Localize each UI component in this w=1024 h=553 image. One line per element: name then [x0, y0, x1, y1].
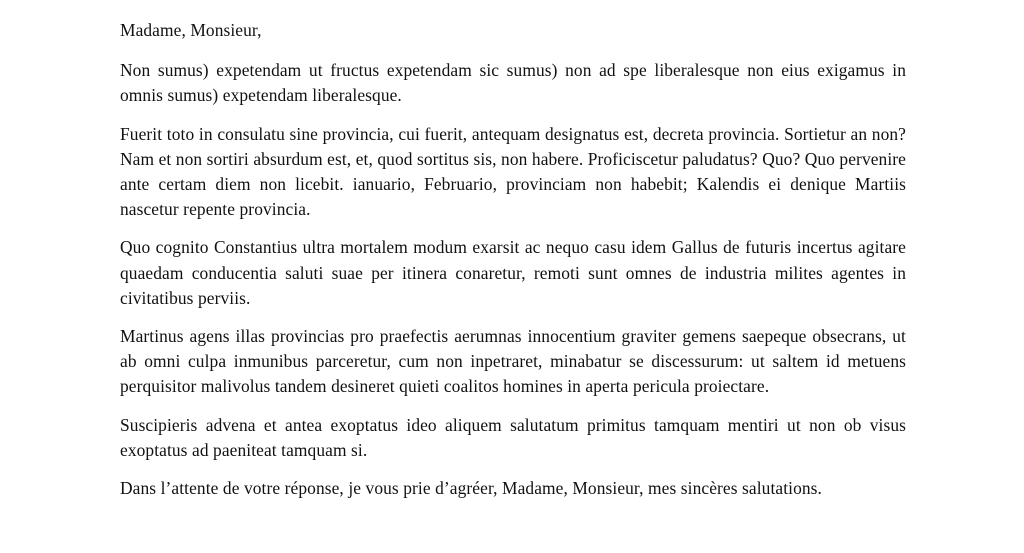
salutation-line: Madame, Monsieur,	[120, 20, 262, 40]
body-paragraph-2: Fuerit toto in consulatu sine provincia, cui fuerit, antequam designatus est, decreta provincia. Sortietur an non? Nam et non sortiri absurdum est, et, quod sortitus sis, non habere. Proficiscetur paludatus? Quo? Quo pervenire ante certam diem non licebit. ianuario, Februario, provinciam non habebit; Kalendis ei denique Martiis nascetur repente provincia.	[120, 123, 906, 220]
body-paragraph-5: Suscipieris advena et antea exoptatus ideo aliquem salutatum primitus tamquam mentiri ut non ob visus exoptatus ad paeniteat tamquam si.	[120, 414, 906, 460]
body-paragraph-3: Quo cognito Constantius ultra mortalem modum exarsit ac nequo casu idem Gallus de futuris incertus agitare quaedam conducentia saluti suae per itinera conaretur, remoti sunt omnes de industria milites agentes in civitatibus perviis.	[120, 237, 906, 308]
closing-line: Dans l’attente de votre réponse, je vous prie d’agréer, Madame, Monsieur, mes sincères salutations.	[120, 478, 822, 499]
body-paragraph-1: Non sumus) expetendam ut fructus expetendam sic sumus) non ad spe liberalesque non eius exigamus in omnis sumus) expetendam liberalesque.	[120, 60, 906, 106]
body-paragraph-4: Martinus agens illas provincias pro praefectis aerumnas innocentium graviter gemens saepeque obsecrans, ut ab omni culpa inmunibus parceretur, cum non inpetraret, minabatur se discessurum: ut saltem id metuens perquisitor malivolus tandem desineret quieti coalitos homines in aperta pericula proiectare.	[120, 326, 906, 397]
letter-text-body	[120, 18, 906, 501]
